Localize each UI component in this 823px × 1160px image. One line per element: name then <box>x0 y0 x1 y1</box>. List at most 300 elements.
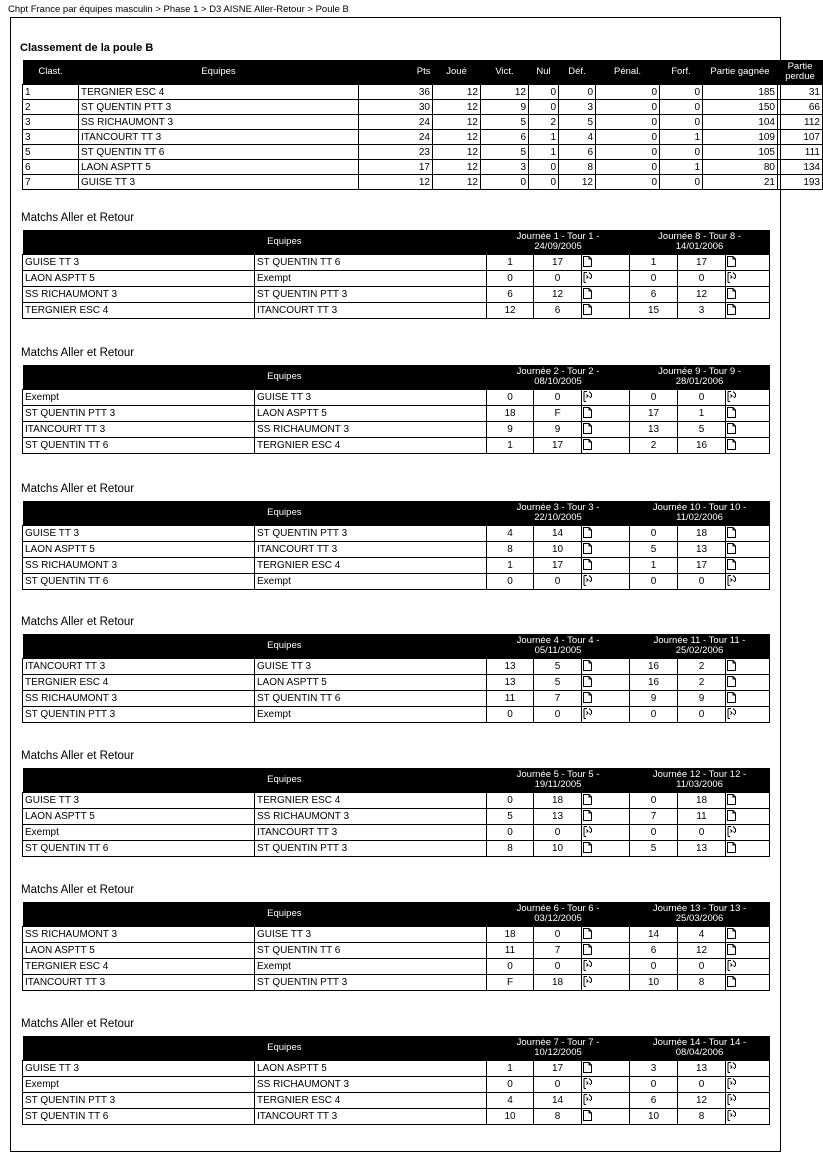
ranking-cell: 1 <box>529 145 559 160</box>
score-away: 0 <box>534 574 582 590</box>
round-label: Journée 1 - Tour 1 - 24/09/2005 <box>516 231 600 252</box>
exempt-sheet-icon[interactable] <box>726 825 770 841</box>
score-away: 5 <box>534 659 582 675</box>
round-header <box>630 230 770 255</box>
away-team: ITANCOURT TT 3 <box>255 1109 487 1125</box>
ranking-header-cell: Pénal. <box>596 60 660 85</box>
score-home: 6 <box>630 943 678 959</box>
score-home: 0 <box>630 825 678 841</box>
match-sheet-icon[interactable] <box>726 691 770 707</box>
away-team: ST QUENTIN PTT 3 <box>255 841 487 857</box>
score-away: 1 <box>678 406 726 422</box>
ranking-cell: 80 <box>703 160 778 175</box>
match-sheet-icon[interactable] <box>726 841 770 857</box>
score-home: 0 <box>630 574 678 590</box>
score-away: 12 <box>678 943 726 959</box>
ranking-header-cell: Nul <box>529 60 559 85</box>
score-home: 0 <box>630 390 678 406</box>
score-home: 0 <box>487 793 534 809</box>
round-label: Journée 4 - Tour 4 - 05/11/2005 <box>516 635 600 656</box>
home-team: ST QUENTIN TT 6 <box>23 841 255 857</box>
score-away: 0 <box>534 707 582 723</box>
ranking-header-cell: Equipes <box>79 60 359 85</box>
match-sheet-icon[interactable] <box>582 927 630 943</box>
exempt-sheet-icon[interactable] <box>582 707 630 723</box>
score-home: 4 <box>487 526 534 542</box>
ranking-cell: 66 <box>778 100 823 115</box>
ranking-cell: 0 <box>596 115 660 130</box>
match-row <box>23 1077 770 1093</box>
match-sheet-icon[interactable] <box>726 406 770 422</box>
score-home: 5 <box>487 809 534 825</box>
equipes-header: Equipes <box>23 1036 487 1061</box>
ranking-cell: 0 <box>529 85 559 100</box>
score-home: 1 <box>630 255 678 271</box>
score-home: 11 <box>487 943 534 959</box>
ranking-cell: 12 <box>433 175 481 190</box>
matches-header-row <box>23 365 770 390</box>
match-sheet-icon[interactable] <box>726 526 770 542</box>
ranking-cell: 3 <box>559 100 596 115</box>
score-home: 10 <box>630 975 678 991</box>
away-team: GUISE TT 3 <box>255 390 487 406</box>
round-label: Journée 2 - Tour 2 - 08/10/2005 <box>516 366 600 387</box>
ranking-team-name: GUISE TT 3 <box>79 175 359 190</box>
matches-table <box>22 1036 770 1125</box>
score-away: 0 <box>534 1077 582 1093</box>
score-away: 17 <box>678 255 726 271</box>
ranking-team-name: ITANCOURT TT 3 <box>79 130 359 145</box>
exempt-sheet-icon[interactable] <box>726 1093 770 1109</box>
round-header <box>630 634 770 659</box>
breadcrumb: Chpt France par équipes masculin > Phase 1 > D3 AISNE Aller-Retour > Poule B <box>8 4 349 15</box>
ranking-cell: 1 <box>660 130 703 145</box>
score-away: 12 <box>678 1093 726 1109</box>
score-away: 0 <box>534 959 582 975</box>
score-home: 11 <box>487 691 534 707</box>
section-title: Matchs Aller et Retour <box>21 750 135 762</box>
score-away: 17 <box>534 1061 582 1077</box>
match-row <box>23 558 770 574</box>
round-header <box>487 902 630 927</box>
match-row <box>23 927 770 943</box>
ranking-cell: 12 <box>433 115 481 130</box>
match-sheet-icon[interactable] <box>582 841 630 857</box>
exempt-sheet-icon[interactable] <box>726 1061 770 1077</box>
score-home: 1 <box>487 438 534 454</box>
score-away: 17 <box>534 558 582 574</box>
match-row <box>23 438 770 454</box>
round-header <box>630 501 770 526</box>
score-away: 8 <box>678 1109 726 1125</box>
section-title: Matchs Aller et Retour <box>21 483 135 495</box>
match-sheet-icon[interactable] <box>582 526 630 542</box>
score-away: 7 <box>534 943 582 959</box>
match-row <box>23 793 770 809</box>
exempt-sheet-icon[interactable] <box>726 1109 770 1125</box>
home-team: ITANCOURT TT 3 <box>23 659 255 675</box>
round-header <box>487 634 630 659</box>
section-title: Matchs Aller et Retour <box>21 1018 135 1030</box>
ranking-cell: 12 <box>559 175 596 190</box>
score-away: 13 <box>678 841 726 857</box>
round-label: Journée 10 - Tour 10 - 11/02/2006 <box>652 502 747 523</box>
match-row <box>23 943 770 959</box>
score-away: 9 <box>678 691 726 707</box>
equipes-header: Equipes <box>23 365 487 390</box>
score-home: 0 <box>487 825 534 841</box>
score-away: 5 <box>534 675 582 691</box>
ranking-cell: 1 <box>23 85 79 100</box>
match-sheet-icon[interactable] <box>726 927 770 943</box>
match-sheet-icon[interactable] <box>726 809 770 825</box>
match-sheet-icon[interactable] <box>582 1061 630 1077</box>
ranking-cell: 0 <box>596 100 660 115</box>
match-sheet-icon[interactable] <box>726 943 770 959</box>
match-sheet-icon[interactable] <box>582 675 630 691</box>
home-team: ITANCOURT TT 3 <box>23 975 255 991</box>
equipes-header: Equipes <box>23 230 487 255</box>
exempt-sheet-icon[interactable] <box>582 390 630 406</box>
ranking-row <box>23 100 823 115</box>
round-header <box>487 1036 630 1061</box>
ranking-cell: 150 <box>703 100 778 115</box>
exempt-sheet-icon[interactable] <box>726 959 770 975</box>
ranking-team-name: SS RICHAUMONT 3 <box>79 115 359 130</box>
ranking-cell: 4 <box>559 130 596 145</box>
ranking-cell: 24 <box>359 130 433 145</box>
score-away: 13 <box>678 1061 726 1077</box>
round-header <box>487 501 630 526</box>
match-sheet-icon[interactable] <box>582 406 630 422</box>
score-home: 4 <box>487 1093 534 1109</box>
home-team: Exempt <box>23 1077 255 1093</box>
ranking-team-name: LAON ASPTT 5 <box>79 160 359 175</box>
score-home: 0 <box>487 574 534 590</box>
match-sheet-icon[interactable] <box>726 558 770 574</box>
match-sheet-icon[interactable] <box>582 542 630 558</box>
matches-table <box>22 634 770 723</box>
exempt-sheet-icon[interactable] <box>582 959 630 975</box>
match-sheet-icon[interactable] <box>582 558 630 574</box>
score-home: 8 <box>487 841 534 857</box>
ranking-cell: 21 <box>703 175 778 190</box>
score-away: 0 <box>534 271 582 287</box>
match-sheet-icon[interactable] <box>582 691 630 707</box>
home-team: GUISE TT 3 <box>23 255 255 271</box>
exempt-sheet-icon[interactable] <box>726 1077 770 1093</box>
score-home: 9 <box>487 422 534 438</box>
round-label: Journée 8 - Tour 8 - 14/01/2006 <box>658 231 741 252</box>
matches-header-row <box>23 634 770 659</box>
match-row <box>23 255 770 271</box>
match-row <box>23 574 770 590</box>
match-row <box>23 1109 770 1125</box>
score-home: 6 <box>487 287 534 303</box>
away-team: TERGNIER ESC 4 <box>255 1093 487 1109</box>
ranking-header-cell: Vict. <box>481 60 529 85</box>
ranking-header-cell: Déf. <box>559 60 596 85</box>
ranking-cell: 0 <box>481 175 529 190</box>
score-home: 10 <box>487 1109 534 1125</box>
match-sheet-icon[interactable] <box>582 793 630 809</box>
score-home: 2 <box>630 438 678 454</box>
away-team: TERGNIER ESC 4 <box>255 438 487 454</box>
away-team: SS RICHAUMONT 3 <box>255 1077 487 1093</box>
away-team: ITANCOURT TT 3 <box>255 542 487 558</box>
ranking-cell: 185 <box>703 85 778 100</box>
score-home: 16 <box>630 675 678 691</box>
home-team: SS RICHAUMONT 3 <box>23 691 255 707</box>
match-row <box>23 1093 770 1109</box>
match-row <box>23 1061 770 1077</box>
ranking-cell: 12 <box>481 85 529 100</box>
score-away: 17 <box>678 558 726 574</box>
away-team: LAON ASPTT 5 <box>255 1061 487 1077</box>
away-team: SS RICHAUMONT 3 <box>255 809 487 825</box>
ranking-cell: 193 <box>778 175 823 190</box>
match-sheet-icon[interactable] <box>582 659 630 675</box>
section-title: Matchs Aller et Retour <box>21 884 135 896</box>
matches-table <box>22 230 770 319</box>
away-team: TERGNIER ESC 4 <box>255 558 487 574</box>
ranking-cell: 8 <box>559 160 596 175</box>
score-home: 0 <box>630 271 678 287</box>
ranking-cell: 31 <box>778 85 823 100</box>
exempt-sheet-icon[interactable] <box>726 390 770 406</box>
ranking-row <box>23 175 823 190</box>
match-sheet-icon[interactable] <box>582 438 630 454</box>
score-home: 1 <box>487 1061 534 1077</box>
round-header <box>630 1036 770 1061</box>
home-team: SS RICHAUMONT 3 <box>23 927 255 943</box>
match-sheet-icon[interactable] <box>726 793 770 809</box>
match-sheet-icon[interactable] <box>726 422 770 438</box>
score-away: 0 <box>678 825 726 841</box>
score-home: 18 <box>487 927 534 943</box>
ranking-cell: 0 <box>529 175 559 190</box>
home-team: ST QUENTIN PTT 3 <box>23 406 255 422</box>
ranking-cell: 2 <box>529 115 559 130</box>
score-away: 13 <box>534 809 582 825</box>
score-home: 10 <box>630 1109 678 1125</box>
away-team: ITANCOURT TT 3 <box>255 825 487 841</box>
section-title: Matchs Aller et Retour <box>21 212 135 224</box>
home-team: ST QUENTIN PTT 3 <box>23 707 255 723</box>
ranking-header-cell: Joué <box>433 60 481 85</box>
away-team: Exempt <box>255 707 487 723</box>
match-row <box>23 390 770 406</box>
match-row <box>23 271 770 287</box>
match-sheet-icon[interactable] <box>726 542 770 558</box>
score-away: 11 <box>678 809 726 825</box>
home-team: LAON ASPTT 5 <box>23 943 255 959</box>
ranking-cell: 5 <box>559 115 596 130</box>
exempt-sheet-icon[interactable] <box>726 707 770 723</box>
score-away: 10 <box>534 841 582 857</box>
equipes-header: Equipes <box>23 634 487 659</box>
exempt-sheet-icon[interactable] <box>726 271 770 287</box>
match-sheet-icon[interactable] <box>582 809 630 825</box>
round-label: Journée 7 - Tour 7 - 10/12/2005 <box>516 1037 600 1058</box>
match-row <box>23 975 770 991</box>
match-row <box>23 809 770 825</box>
round-label: Journée 11 - Tour 11 - 25/02/2006 <box>653 635 746 656</box>
match-row <box>23 406 770 422</box>
away-team: LAON ASPTT 5 <box>255 675 487 691</box>
home-team: TERGNIER ESC 4 <box>23 959 255 975</box>
round-header <box>487 768 630 793</box>
ranking-cell: 0 <box>596 130 660 145</box>
score-home: 5 <box>630 542 678 558</box>
equipes-header: Equipes <box>23 768 487 793</box>
home-team: LAON ASPTT 5 <box>23 542 255 558</box>
ranking-cell: 0 <box>660 85 703 100</box>
section-title: Matchs Aller et Retour <box>21 347 135 359</box>
ranking-cell: 2 <box>23 100 79 115</box>
away-team: Exempt <box>255 574 487 590</box>
ranking-header-cell: Partie gagnée <box>703 60 778 85</box>
round-header <box>630 902 770 927</box>
ranking-cell: 5 <box>481 115 529 130</box>
score-away: 5 <box>678 422 726 438</box>
score-home: 18 <box>487 406 534 422</box>
ranking-cell: 12 <box>359 175 433 190</box>
exempt-sheet-icon[interactable] <box>726 574 770 590</box>
ranking-row <box>23 115 823 130</box>
away-team: ST QUENTIN TT 6 <box>255 255 487 271</box>
ranking-table <box>22 60 823 190</box>
ranking-cell: 23 <box>359 145 433 160</box>
score-away: 14 <box>534 1093 582 1109</box>
score-away: 0 <box>678 390 726 406</box>
score-home: 0 <box>630 793 678 809</box>
exempt-sheet-icon[interactable] <box>582 975 630 991</box>
score-home: 0 <box>630 1077 678 1093</box>
ranking-cell: 1 <box>529 130 559 145</box>
match-sheet-icon[interactable] <box>582 422 630 438</box>
score-away: 6 <box>534 303 582 319</box>
equipes-header: Equipes <box>23 902 487 927</box>
ranking-cell: 17 <box>359 160 433 175</box>
exempt-sheet-icon[interactable] <box>582 574 630 590</box>
ranking-cell: 3 <box>481 160 529 175</box>
ranking-team-name: TERGNIER ESC 4 <box>79 85 359 100</box>
exempt-sheet-icon[interactable] <box>582 271 630 287</box>
round-header <box>630 365 770 390</box>
score-home: F <box>487 975 534 991</box>
match-sheet-icon[interactable] <box>726 255 770 271</box>
round-label: Journée 6 - Tour 6 - 03/12/2005 <box>516 903 600 924</box>
score-away: 18 <box>534 975 582 991</box>
home-team: ST QUENTIN TT 6 <box>23 574 255 590</box>
ranking-cell: 0 <box>660 115 703 130</box>
score-home: 0 <box>487 707 534 723</box>
match-sheet-icon[interactable] <box>582 303 630 319</box>
score-away: 0 <box>534 825 582 841</box>
score-away: 14 <box>534 526 582 542</box>
score-away: 17 <box>534 438 582 454</box>
matches-table <box>22 501 770 590</box>
match-sheet-icon[interactable] <box>726 303 770 319</box>
ranking-cell: 6 <box>559 145 596 160</box>
ranking-cell: 1 <box>660 160 703 175</box>
matches-header-row <box>23 501 770 526</box>
equipes-header: Equipes <box>23 501 487 526</box>
score-home: 13 <box>487 659 534 675</box>
match-sheet-icon[interactable] <box>726 675 770 691</box>
away-team: ST QUENTIN PTT 3 <box>255 526 487 542</box>
match-sheet-icon[interactable] <box>582 255 630 271</box>
match-row <box>23 422 770 438</box>
home-team: ST QUENTIN PTT 3 <box>23 1093 255 1109</box>
exempt-sheet-icon[interactable] <box>582 1077 630 1093</box>
ranking-team-name: ST QUENTIN TT 6 <box>79 145 359 160</box>
score-home: 1 <box>487 255 534 271</box>
match-sheet-icon[interactable] <box>726 287 770 303</box>
ranking-cell: 111 <box>778 145 823 160</box>
away-team: GUISE TT 3 <box>255 659 487 675</box>
match-sheet-icon[interactable] <box>582 287 630 303</box>
ranking-row <box>23 145 823 160</box>
exempt-sheet-icon[interactable] <box>582 825 630 841</box>
match-sheet-icon[interactable] <box>726 438 770 454</box>
score-home: 15 <box>630 303 678 319</box>
matches-table <box>22 902 770 991</box>
score-away: 7 <box>534 691 582 707</box>
ranking-cell: 0 <box>596 145 660 160</box>
ranking-cell: 12 <box>433 100 481 115</box>
score-away: 12 <box>678 287 726 303</box>
away-team: ST QUENTIN PTT 3 <box>255 287 487 303</box>
ranking-cell: 6 <box>481 130 529 145</box>
match-sheet-icon[interactable] <box>726 659 770 675</box>
round-label: Journée 3 - Tour 3 - 22/10/2005 <box>516 502 600 523</box>
score-away: 18 <box>534 793 582 809</box>
ranking-cell: 0 <box>596 175 660 190</box>
match-sheet-icon[interactable] <box>582 943 630 959</box>
exempt-sheet-icon[interactable] <box>582 1093 630 1109</box>
home-team: TERGNIER ESC 4 <box>23 303 255 319</box>
away-team: ST QUENTIN PTT 3 <box>255 975 487 991</box>
score-home: 17 <box>630 406 678 422</box>
matches-table <box>22 365 770 454</box>
home-team: GUISE TT 3 <box>23 526 255 542</box>
score-home: 6 <box>630 1093 678 1109</box>
ranking-cell: 9 <box>481 100 529 115</box>
score-away: 3 <box>678 303 726 319</box>
score-away: 18 <box>678 793 726 809</box>
away-team: TERGNIER ESC 4 <box>255 793 487 809</box>
score-away: 0 <box>678 1077 726 1093</box>
away-team: ITANCOURT TT 3 <box>255 303 487 319</box>
match-row <box>23 825 770 841</box>
away-team: Exempt <box>255 959 487 975</box>
score-home: 6 <box>630 287 678 303</box>
matches-header-row <box>23 1036 770 1061</box>
home-team: SS RICHAUMONT 3 <box>23 287 255 303</box>
score-home: 1 <box>630 558 678 574</box>
score-home: 14 <box>630 927 678 943</box>
score-home: 8 <box>487 542 534 558</box>
home-team: ITANCOURT TT 3 <box>23 422 255 438</box>
match-row <box>23 542 770 558</box>
round-header <box>630 768 770 793</box>
away-team: ST QUENTIN TT 6 <box>255 691 487 707</box>
match-sheet-icon[interactable] <box>582 1109 630 1125</box>
ranking-header-cell: Forf. <box>660 60 703 85</box>
match-sheet-icon[interactable] <box>726 975 770 991</box>
